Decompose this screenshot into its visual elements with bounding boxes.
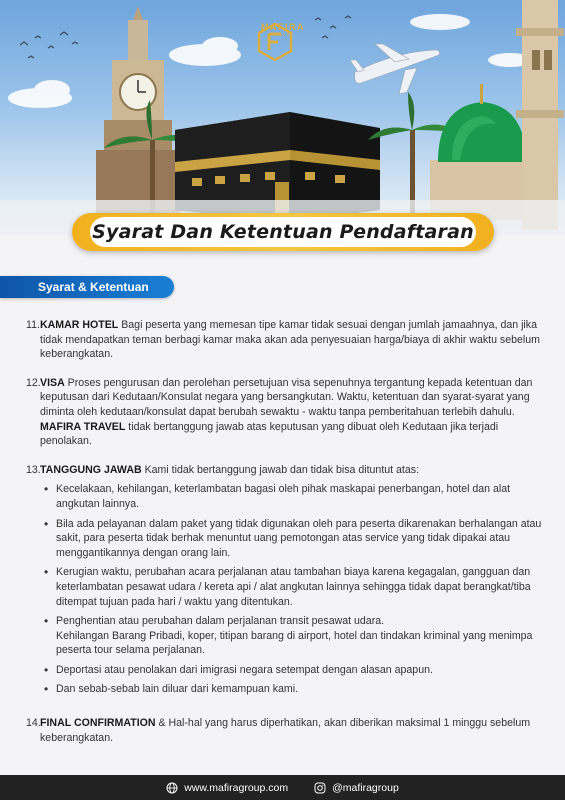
title-banner-inner (90, 217, 476, 247)
item-number: 12. (26, 376, 41, 389)
website-link[interactable]: www.mafiragroup.com (184, 781, 289, 794)
globe-icon (166, 782, 178, 794)
item-heading: FINAL CONFIRMATION (40, 717, 156, 730)
list-item: • Kerugian waktu, perubahan acara perjalanan atau tambahan biaya karena kegagalan, gangguan dan keterlambatan pesawat udara / kereta api / alat angkutan lainnya sehingga tidak dapat berangkat/tiba ditempat tujuan pada hari / waktu yang ditentukan. (44, 565, 546, 609)
item-number: 13. (26, 463, 41, 476)
page-title: Syarat Dan Ketentuan Pendaftaran (92, 221, 474, 243)
item-body (40, 463, 546, 702)
brand-name: MAFIRA TRAVEL (40, 420, 126, 433)
logo-text: MAFIRA (261, 22, 305, 32)
responsibility-list (44, 482, 546, 697)
item-text: Bagi peserta yang memesan tipe kamar tidak sesuai dengan jumlah jamaahnya, dan jika tidak mendapatkan teman berbagi kamar maka akan ada penyesuaian harga/biaya di akhir waktu sebelum keberangkatan. (40, 319, 540, 361)
logo-mark-icon (255, 22, 295, 62)
item-number: 11. (26, 319, 40, 331)
item-body (40, 376, 546, 449)
terms-content (26, 318, 546, 759)
list-item-text: Penghentian atau perubahan dalam perjalanan transit pesawat udara. (56, 615, 385, 628)
instagram-icon (314, 782, 326, 794)
item-text: tidak bertanggung jawab atas keputusan yang dibuat oleh Kedutaan jika terjadi penolakan. (40, 420, 499, 448)
list-item (44, 614, 546, 658)
section-label: Syarat & Ketentuan (0, 276, 174, 298)
list-item: • Deportasi atau penolakan dari imigrasi negara setempat dengan alasan apapun. (44, 663, 546, 678)
item-text: Kami tidak bertanggung jawab dan tidak bisa dituntut atas: (141, 463, 420, 476)
logo-subtext: TRAVEL (272, 32, 294, 37)
list-item: • Kecelakaan, kehilangan, keterlambatan bagasi oleh pihak maskapai penerbangan, hotel dan alat angkutan lainnya. (44, 482, 546, 511)
list-item-extra: Kehilangan Barang Pribadi, koper, titipan barang di airport, hotel dan tindakan kriminal yang menimpa peserta tour selama perjalanan. (56, 629, 533, 657)
term-item-visa (26, 376, 546, 449)
brand-logo (255, 22, 311, 37)
title-banner (72, 213, 494, 251)
item-body (40, 318, 546, 362)
item-text: & Hal-hal yang harus diperhatikan, akan diberikan maksimal 1 minggu sebelum keberangkatan. (40, 717, 531, 744)
item-text: Proses pengurusan dan perolehan persetujuan visa sepenuhnya tergantung kepada ketentuan dan keputusan dari Kedutaan/Konsulat negara yang bersangkutan. Waktu, ketentuan dan syarat-syarat yang diminta oleh kedutaan/konsulat dapat berubah sewaktu - waktu tanpa pemberitahuan terlebih dahulu. (40, 376, 533, 418)
footer-instagram[interactable] (314, 782, 399, 794)
instagram-handle[interactable]: @mafiragroup (332, 781, 399, 794)
term-item-final-confirmation (26, 716, 546, 745)
item-number: 14. (26, 717, 41, 730)
item-heading: VISA (40, 376, 65, 389)
item-heading: TANGGUNG JAWAB (40, 463, 142, 476)
list-item: • Dan sebab-sebab lain diluar dari kemampuan kami. (44, 682, 546, 697)
term-item-responsibility (26, 463, 546, 702)
footer-website[interactable] (166, 782, 288, 794)
hero-banner (0, 0, 565, 235)
item-heading: KAMAR HOTEL (40, 319, 119, 331)
term-item-hotel (26, 318, 546, 362)
footer (0, 775, 565, 800)
item-body (40, 716, 546, 745)
list-item: • Bila ada pelayanan dalam paket yang tidak digunakan oleh para peserta dikarenakan berhalangan atau sakit, para peserta tidak berhak menuntut uang pemotongan atas service yang tidak dipakai atau menggantikannya dengan orang lain. (44, 517, 546, 561)
